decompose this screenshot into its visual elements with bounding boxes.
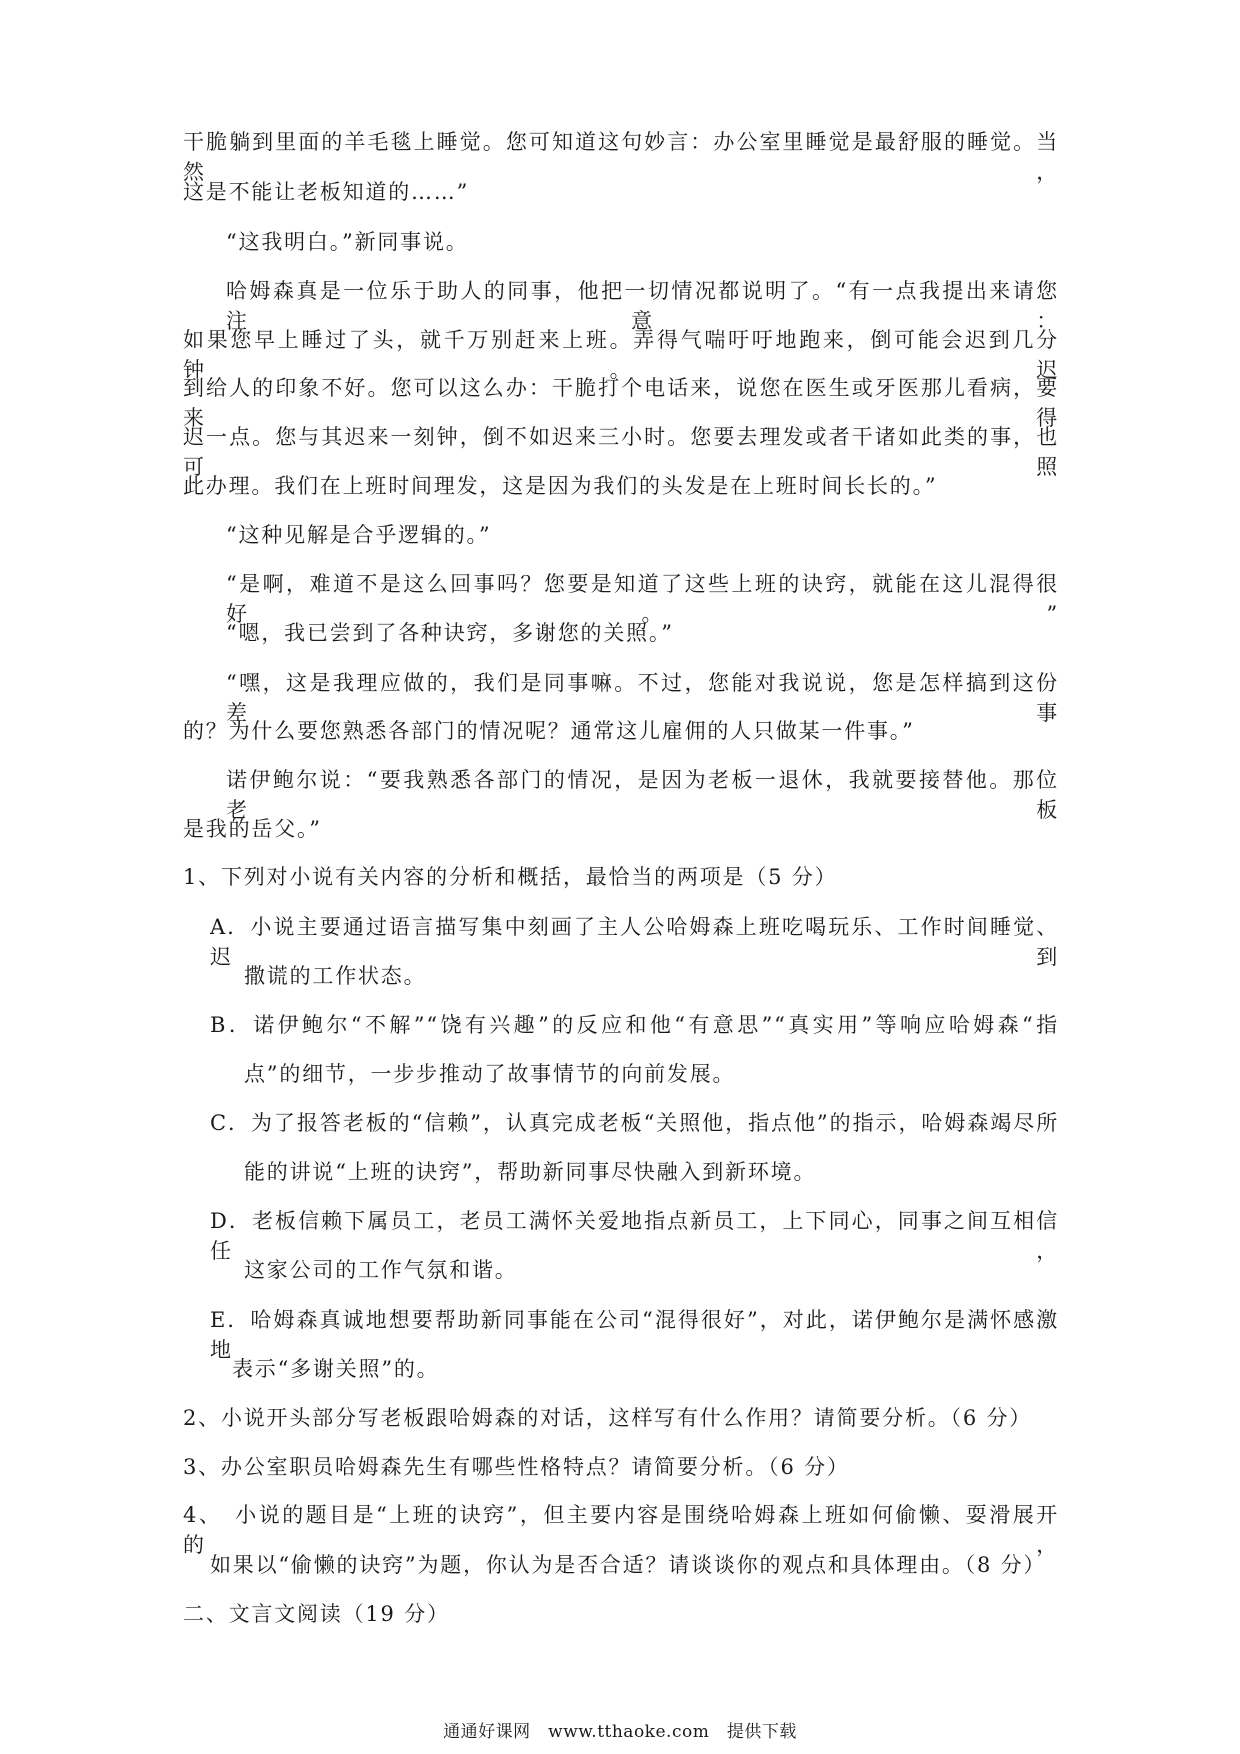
passage-line: 干脆躺到里面的羊毛毯上睡觉。您可知道这句妙言：办公室里睡觉是最舒服的睡觉。当然， (183, 130, 1059, 184)
passage-line: “这我明白。”新同事说。 (226, 230, 469, 254)
option-b: B．诺伊鲍尔“不解”“饶有兴趣”的反应和他“有意思”“真实用”等响应哈姆森“指 (210, 1013, 1059, 1037)
passage-line: 的？为什么要您熟悉各部门的情况呢？通常这儿雇佣的人只做某一件事。” (183, 719, 915, 743)
section-heading: 二、文言文阅读（19 分） (183, 1602, 450, 1626)
passage-line: 哈姆森真是一位乐于助人的同事，他把一切情况都说明了。“有一点我提出来请您注意： (226, 279, 1059, 333)
option-d: D．老板信赖下属员工，老员工满怀关爱地指点新员工，上下同心，同事之间互相信任， (210, 1209, 1059, 1263)
page-footer: 通通好课网 www.tthaoke.com 提供下载 (443, 1722, 797, 1742)
option-e: E．哈姆森真诚地想要帮助新同事能在公司“混得很好”，对此，诺伊鲍尔是满怀感激地 (210, 1308, 1059, 1362)
option-a: A．小说主要通过语言描写集中刻画了主人公哈姆森上班吃喝玩乐、工作时间睡觉、迟到 (210, 915, 1059, 969)
passage-line: 到给人的印象不好。您可以这么办：干脆打个电话来，说您在医生或牙医那儿看病，要来得 (183, 376, 1059, 430)
option-a-cont: 撒谎的工作状态。 (244, 964, 427, 988)
question-4: 4、 小说的题目是“上班的诀窍”，但主要内容是围绕哈姆森上班如何偷懒、耍滑展开的， (183, 1503, 1059, 1557)
option-c: C．为了报答老板的“信赖”，认真完成老板“关照他，指点他”的指示，哈姆森竭尽所 (210, 1111, 1059, 1135)
question-2: 2、小说开头部分写老板跟哈姆森的对话，这样写有什么作用？请简要分析。（6 分） (183, 1406, 1033, 1430)
passage-line: “这种见解是合乎逻辑的。” (226, 523, 492, 547)
passage-line: 诺伊鲍尔说：“要我熟悉各部门的情况，是因为老板一退休，我就要接替他。那位老板 (226, 768, 1059, 822)
question-1: 1、下列对小说有关内容的分析和概括，最恰当的两项是（5 分） (183, 865, 838, 889)
passage-line: 这是不能让老板知道的……” (183, 180, 470, 204)
option-b-cont: 点”的细节，一步步推动了故事情节的向前发展。 (244, 1062, 736, 1086)
passage-line: 迟一点。您与其迟来一刻钟，倒不如迟来三小时。您要去理发或者干诸如此类的事，也可照 (183, 425, 1059, 479)
option-e-cont: 表示“多谢关照”的。 (232, 1357, 440, 1381)
passage-line: “嗯，我已尝到了各种诀窍，多谢您的关照。” (226, 621, 674, 645)
option-c-cont: 能的讲说“上班的诀窍”，帮助新同事尽快融入到新环境。 (244, 1160, 817, 1184)
question-3: 3、办公室职员哈姆森先生有哪些性格特点？请简要分析。（6 分） (183, 1455, 850, 1479)
passage-line: “是啊，难道不是这么回事吗？您要是知道了这些上班的诀窍，就能在这儿混得很好。” (226, 572, 1059, 626)
passage-line: 此办理。我们在上班时间理发，这是因为我们的头发是在上班时间长长的。” (183, 474, 938, 498)
option-d-cont: 这家公司的工作气氛和谐。 (244, 1258, 518, 1282)
passage-line: “嘿，这是我理应做的，我们是同事嘛。不过，您能对我说说，您是怎样搞到这份差事 (226, 671, 1059, 725)
passage-line: 如果您早上睡过了头，就千万别赶来上班。弄得气喘吁吁地跑来，倒可能会迟到几分钟。迟 (183, 328, 1059, 382)
passage-line: 是我的岳父。” (183, 817, 322, 841)
question-4-cont: 如果以“偷懒的诀窍”为题，你认为是否合适？请谈谈你的观点和具体理由。（8 分） (210, 1553, 1047, 1577)
